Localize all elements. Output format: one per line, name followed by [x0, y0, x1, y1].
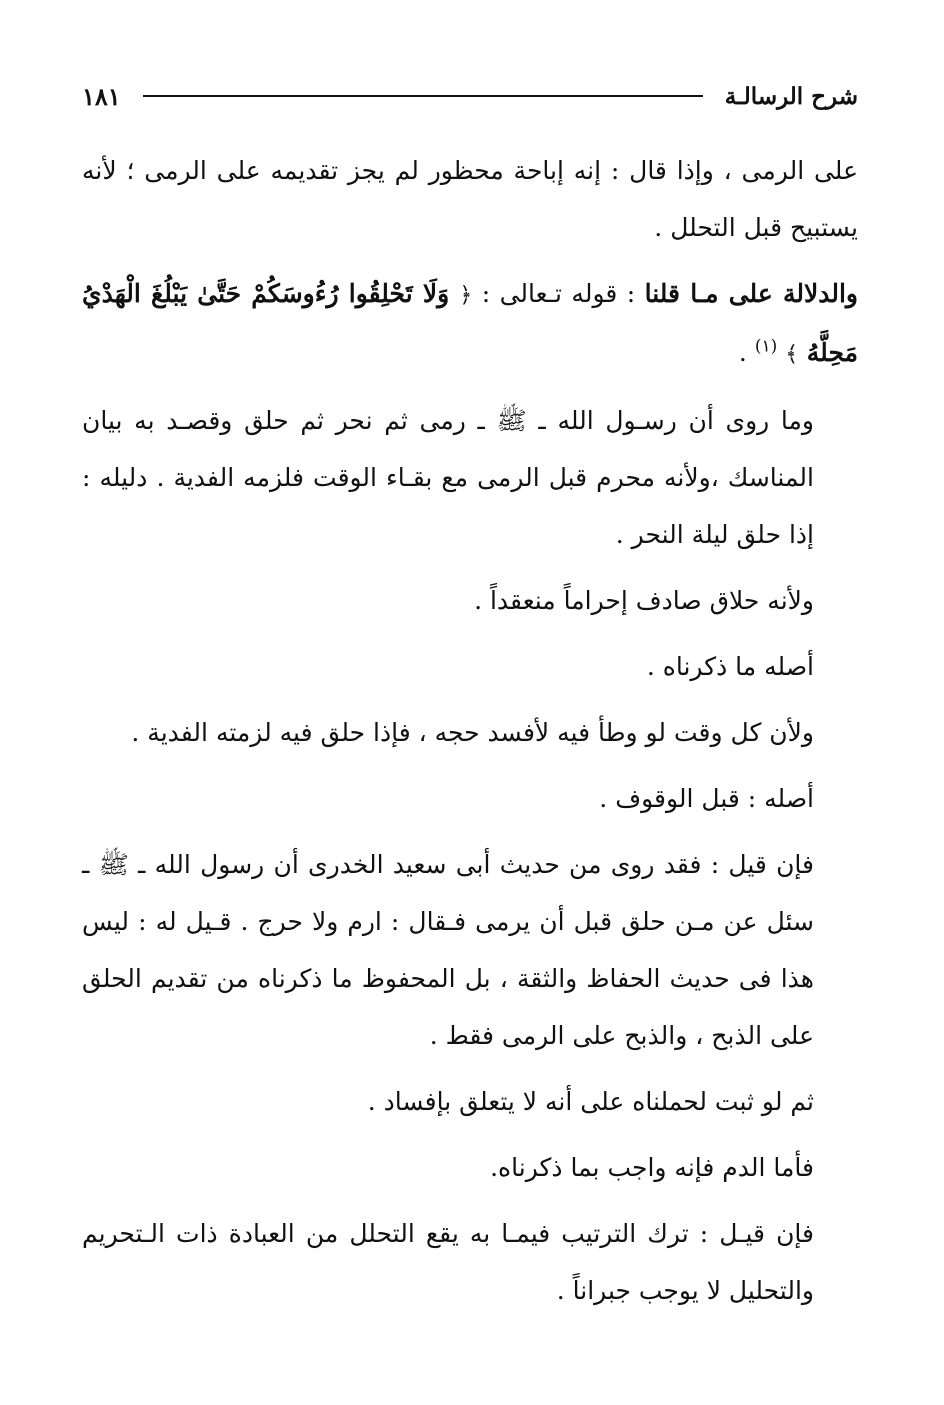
quran-verse: وَلَا تَحْلِقُوا رُءُوسَكُمْ حَتَّىٰ يَبْلُغَ الْهَدْيُ مَحِلَّهُ	[82, 279, 858, 367]
footnote-marker: (١)	[754, 336, 778, 357]
paragraph: أصله ما ذكرناه .	[646, 652, 814, 681]
paragraph-end: .	[738, 338, 755, 367]
paragraph-lead: والدلالة على مـا قلنا	[644, 279, 858, 308]
page-number: ١٨١	[82, 81, 121, 111]
paragraph: ثم لو ثبت لحملناه على أنه لا يتعلق بإفساد .	[367, 1087, 814, 1116]
running-title: شرح الرسالـة	[724, 82, 858, 110]
paragraph: فإن قيل : فقد روى من حديث أبى سعيد الخدرى أن رسول الله ـ ﷺ ـ سئل عن مـن حلق قبل أن يرمى فـقال : ارم ولا حرج . قـيل له : ليس هذا فى حديث الحفاظ والثقة ، بل المحفوظ ما ذكرناه من تقديم الحلق على الذبح ، والذبح على الرمى فقط .	[82, 850, 814, 1050]
paragraph-text: : قوله تـعالى :	[472, 279, 645, 308]
paragraph: ولأنه حلاق صادف إحراماً منعقداً .	[474, 586, 814, 615]
paragraph-quran-evidence	[82, 265, 858, 383]
paragraph: وما روى أن رسـول الله ـ ﷺ ـ رمى ثم نحر ثم حلق وقصـد به بيان المناسك ،ولأنه محرم قبل الرمى مع بقـاء الوقت فلزمه الفدية . دليله : إذا حلق ليلة النحر .	[82, 406, 814, 549]
header-rule	[143, 95, 703, 97]
paragraph: ولأن كل وقت لو وطأ فيه لأفسد حجه ، فإذا حلق فيه لزمته الفدية .	[131, 718, 814, 747]
quran-close-bracket: ﴾	[785, 342, 799, 367]
paragraph: على الرمى ، وإذا قال : إنه إباحة محظور لم يجز تقديمه على الرمى ؛ لأنه يستبيح قبل التحلل .	[82, 156, 858, 242]
body-text	[82, 142, 858, 1328]
paragraph: أصله : قبل الوقوف .	[599, 784, 814, 813]
paragraph: فإن قيـل : ترك الترتيب فيمـا به يقع التحلل من العبادة ذات الـتحريم والتحليل لا يوجب جبراناً .	[82, 1219, 814, 1305]
quran-open-bracket: ﴿	[459, 283, 473, 308]
paragraph: فأما الدم فإنه واجب بما ذكرناه.	[490, 1153, 814, 1182]
page-header	[82, 76, 858, 116]
